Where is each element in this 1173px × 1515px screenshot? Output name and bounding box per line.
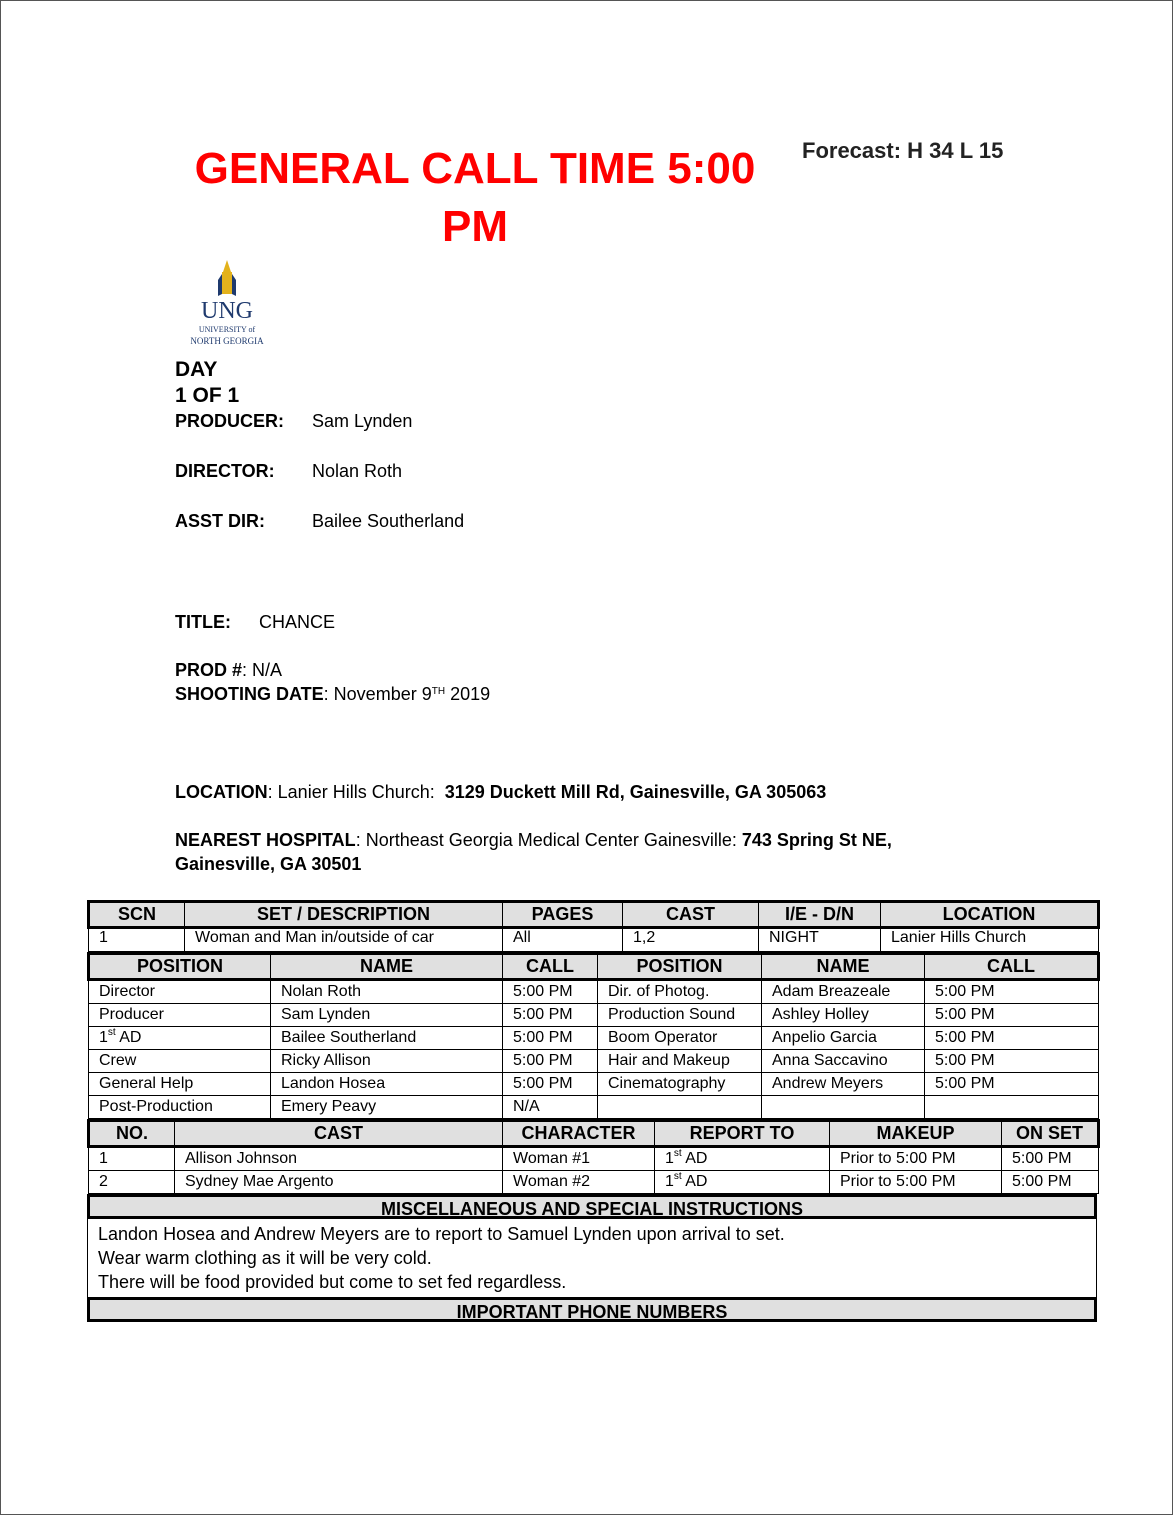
title-value: CHANCE (259, 612, 336, 632)
scenes-header-cell: CAST (623, 902, 759, 928)
cast-on-set: 5:00 PM (1002, 1147, 1099, 1171)
day-block (175, 357, 239, 409)
crew-call: 5:00 PM (925, 980, 1099, 1004)
crew-position: Dir. of Photog. (598, 980, 762, 1004)
asst-dir-name: Bailee Southerland (312, 511, 465, 531)
scenes-header-row (89, 902, 1099, 928)
hospital-address-line2-wrap (175, 853, 361, 875)
crew-call: 5:00 PM (925, 1004, 1099, 1027)
crew-call: 5:00 PM (925, 1073, 1099, 1096)
title-label: TITLE: (175, 612, 231, 632)
asst-dir-label: ASST DIR: (175, 511, 265, 531)
crew-call: 5:00 PM (503, 1050, 598, 1073)
scene-cast: 1,2 (623, 928, 759, 952)
crew-header-cell: CALL (503, 954, 598, 980)
crew-position: Crew (89, 1050, 271, 1073)
prod-label: PROD # (175, 660, 243, 680)
crew-position: Hair and Makeup (598, 1050, 762, 1073)
cast-name: Allison Johnson (175, 1147, 503, 1171)
prod-number-field (175, 659, 282, 681)
crew-position: Cinematography (598, 1073, 762, 1096)
crew-call: 5:00 PM (503, 980, 598, 1004)
crew-name: Ricky Allison (271, 1050, 503, 1073)
crew-name: Nolan Roth (271, 980, 503, 1004)
crew-row (89, 1027, 1099, 1050)
crew-header-cell: NAME (271, 954, 503, 980)
crew-name (762, 1096, 925, 1119)
day-label: DAY (175, 358, 218, 381)
cast-character: Woman #2 (503, 1171, 655, 1194)
general-call-time-title: GENERAL CALL TIME 5:00 PM (194, 144, 756, 251)
cast-header-cell: MAKEUP (830, 1121, 1002, 1147)
crew-position (598, 1096, 762, 1119)
cast-row (89, 1147, 1099, 1171)
cast-row (89, 1171, 1099, 1194)
crew-call: 5:00 PM (503, 1073, 598, 1096)
location-name: : Lanier Hills Church: (267, 782, 445, 802)
crew-name: Anna Saccavino (762, 1050, 925, 1073)
misc-line: There will be food provided but come to set fed regardless. (98, 1272, 567, 1292)
location-label: LOCATION (175, 782, 268, 802)
scene-pages: All (503, 928, 623, 952)
asst-dir-field (175, 510, 465, 532)
cast-character: Woman #1 (503, 1147, 655, 1171)
crew-row (89, 980, 1099, 1004)
crew-table (87, 952, 1100, 1119)
producer-name: Sam Lynden (312, 411, 413, 431)
misc-heading: MISCELLANEOUS AND SPECIAL INSTRUCTIONS (87, 1194, 1097, 1219)
logo-sub2: NORTH GEORGIA (190, 336, 264, 346)
scene-number: 1 (89, 928, 185, 952)
day-value: 1 OF 1 (175, 384, 240, 407)
logo-sub1: UNIVERSITY of (198, 325, 256, 334)
crew-call: 5:00 PM (925, 1050, 1099, 1073)
shooting-date-label: SHOOTING DATE (175, 684, 324, 704)
scenes-header-cell: I/E - D/N (759, 902, 881, 928)
crew-row (89, 1073, 1099, 1096)
crew-name: Bailee Southerland (271, 1027, 503, 1050)
forecast: Forecast: H 34 L 15 (802, 138, 1004, 163)
director-field (175, 460, 403, 482)
producer-label: PRODUCER: (175, 411, 285, 431)
title-field (175, 611, 336, 633)
crew-header-cell: POSITION (89, 954, 271, 980)
hospital-label: NEAREST HOSPITAL (175, 830, 356, 850)
crew-row (89, 1050, 1099, 1073)
cast-on-set: 5:00 PM (1002, 1171, 1099, 1194)
crew-name: Adam Breazeale (762, 980, 925, 1004)
crew-row (89, 1096, 1099, 1119)
cast-name: Sydney Mae Argento (175, 1171, 503, 1194)
misc-line: Wear warm clothing as it will be very cold. (98, 1248, 432, 1268)
scenes-header-cell: LOCATION (881, 902, 1099, 928)
crew-header-cell: POSITION (598, 954, 762, 980)
cast-report-to: 1st AD (655, 1171, 830, 1194)
crew-name: Emery Peavy (271, 1096, 503, 1119)
misc-instructions (87, 1219, 1097, 1297)
crew-name: Ashley Holley (762, 1004, 925, 1027)
crew-position-1st-ad: 1st AD (89, 1027, 271, 1050)
director-name: Nolan Roth (312, 461, 403, 481)
scenes-header-cell: SCN (89, 902, 185, 928)
ung-logo (190, 258, 280, 353)
crew-name: Andrew Meyers (762, 1073, 925, 1096)
cast-number: 2 (89, 1171, 175, 1194)
crew-header-cell: NAME (762, 954, 925, 980)
crew-position: Director (89, 980, 271, 1004)
cast-table (87, 1119, 1100, 1194)
crew-row (89, 1004, 1099, 1027)
cast-header-cell: CHARACTER (503, 1121, 655, 1147)
shooting-date-pre: : November 9 (323, 684, 432, 704)
location-address: 3129 Duckett Mill Rd, Gainesville, GA 305063 (444, 782, 827, 802)
shooting-date-post: 2019 (445, 684, 491, 704)
scenes-table (87, 900, 1100, 952)
prod-value: : N/A (242, 660, 283, 680)
crew-position: Production Sound (598, 1004, 762, 1027)
phone-numbers-heading: IMPORTANT PHONE NUMBERS (87, 1297, 1097, 1322)
cast-header-row (89, 1121, 1099, 1147)
crew-call (925, 1096, 1099, 1119)
shooting-date-field (175, 683, 490, 705)
hospital-address-line2: Gainesville, GA 30501 (175, 854, 362, 874)
crew-name: Sam Lynden (271, 1004, 503, 1027)
call-sheet-tables (87, 900, 1097, 1322)
misc-line: Landon Hosea and Andrew Meyers are to report to Samuel Lynden upon arrival to set. (98, 1224, 785, 1244)
crew-position: Boom Operator (598, 1027, 762, 1050)
cast-makeup: Prior to 5:00 PM (830, 1171, 1002, 1194)
hospital-name: : Northeast Georgia Medical Center Gainesville: (355, 830, 742, 850)
crew-name: Anpelio Garcia (762, 1027, 925, 1050)
hospital-field (175, 829, 892, 851)
cast-header-cell: CAST (175, 1121, 503, 1147)
producer-field (175, 410, 413, 432)
cast-number: 1 (89, 1147, 175, 1171)
crew-call: 5:00 PM (503, 1027, 598, 1050)
scenes-header-cell: PAGES (503, 902, 623, 928)
scene-ie-dn: NIGHT (759, 928, 881, 952)
location-field (175, 781, 826, 803)
crew-call: N/A (503, 1096, 598, 1119)
crew-call: 5:00 PM (503, 1004, 598, 1027)
ung-logo-icon (190, 258, 280, 353)
crew-header-cell: CALL (925, 954, 1099, 980)
crew-name: Landon Hosea (271, 1073, 503, 1096)
logo-text: UNG (201, 298, 253, 324)
cast-header-cell: REPORT TO (655, 1121, 830, 1147)
shooting-date-sup: TH (431, 686, 446, 697)
cast-header-cell: ON SET (1002, 1121, 1099, 1147)
crew-position: Post-Production (89, 1096, 271, 1119)
cast-makeup: Prior to 5:00 PM (830, 1147, 1002, 1171)
cast-header-cell: NO. (89, 1121, 175, 1147)
scene-row (89, 928, 1099, 952)
crew-position: Producer (89, 1004, 271, 1027)
director-label: DIRECTOR: (175, 461, 275, 481)
crew-position: General Help (89, 1073, 271, 1096)
scenes-header-cell: SET / DESCRIPTION (185, 902, 503, 928)
crew-header-row (89, 954, 1099, 980)
hospital-address-line1: 743 Spring St NE, (741, 830, 892, 850)
crew-call: 5:00 PM (925, 1027, 1099, 1050)
scene-location: Lanier Hills Church (881, 928, 1099, 952)
scene-description: Woman and Man in/outside of car (185, 928, 503, 952)
cast-report-to: 1st AD (655, 1147, 830, 1171)
